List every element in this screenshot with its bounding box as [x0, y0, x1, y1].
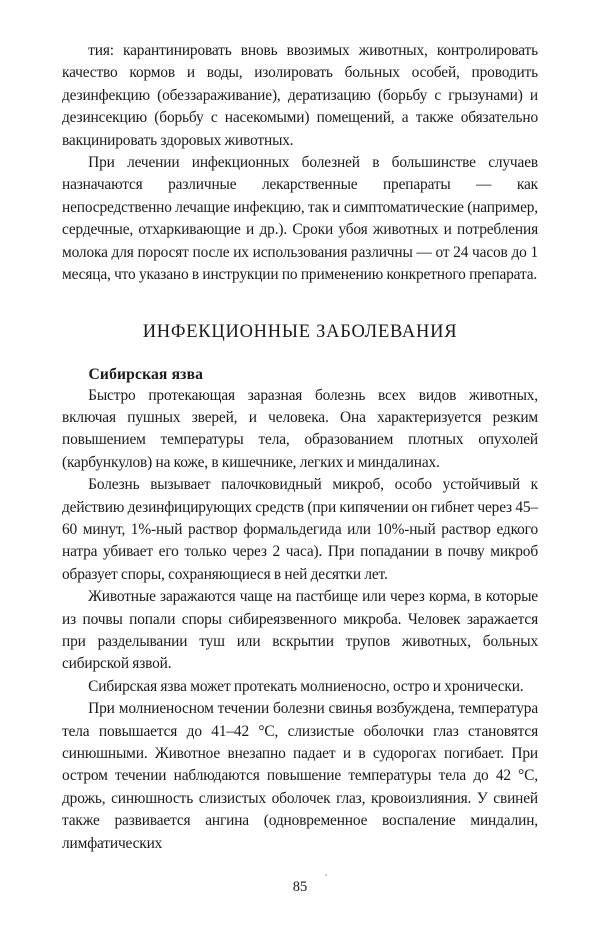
paragraph-symptoms: При молниеносном течении болезни свинья возбуждена, температура тела повышается до 41–42 °С, слизистые оболочки глаз становятся синюшными. Животное внезапно падает и в судорогах погибает. При остром течении наблюдаются повышение температуры тела до 42 °С, дрожь, синюшность слизистых оболочек глаз, кровоизлияния. У свиней также развивается ангина (одновременное воспаление миндалин, лимфатических [62, 700, 538, 852]
paragraph-continuation: тия: карантинировать вновь ввозимых животных, контролировать качество кормов и воды, изолировать больных особей, проводить дезинфекцию (обеззараживание), дератизацию (борьбу с грызунами) и дезинсекцию (борьбу с насекомыми) помещений, а также обязательно вакцинировать здоровых животных. [62, 42, 538, 149]
paragraph-pathogen: Болезнь вызывает палочковидный микроб, особо устойчивый к действию дезинфицирующих средств (при кипячении он гибнет через 45–60 минут, 1%-ный раствор формальдегида или 10%-ный раствор едкого натра убивает его только через 2 часа). При попадании в почву микроб образует споры, сохраняющиеся в ней десятки лет. [62, 476, 538, 583]
subsection-heading: Сибирская язва [88, 365, 204, 383]
section-heading: ИНФЕКЦИОННЫЕ ЗАБОЛЕВАНИЯ [142, 322, 458, 343]
paragraph-course: Сибирская язва может протекать молниеносно, остро и хронически. [88, 677, 524, 695]
paragraph-transmission: Животные заражаются чаще на пастбище или через корма, в которые из почвы попали споры сибиреязвенного микроба. Человек заражается при разделывании туш или вскрытии трупов животных, больных сибирской язвой. [62, 588, 538, 673]
anthrax-text-block [62, 385, 538, 856]
intro-text-block [62, 40, 538, 286]
paragraph-treatment: При лечении инфекционных болезней в большинстве случаев назначаются различные лекарственные препараты — как непосредственно лечащие инфекцию, так и симптоматические (например, сердечные, отхаркивающие и др.). Сроки убоя животных и потребления молока для поросят после их использования различны — от 24 часов до 1 месяца, что указано в инструкции по применению конкретного препарата. [62, 154, 538, 284]
paragraph-description: Быстро протекающая заразная болезнь всех видов животных, включая пушных зверей, и человека. Она характеризуется резким повышением температуры тела, образованием плотных опухолей (карбункулов) на коже, в кишечнике, легких и миндалинах. [62, 386, 538, 471]
page-number: 85 [292, 879, 308, 895]
scan-speck [325, 874, 327, 876]
